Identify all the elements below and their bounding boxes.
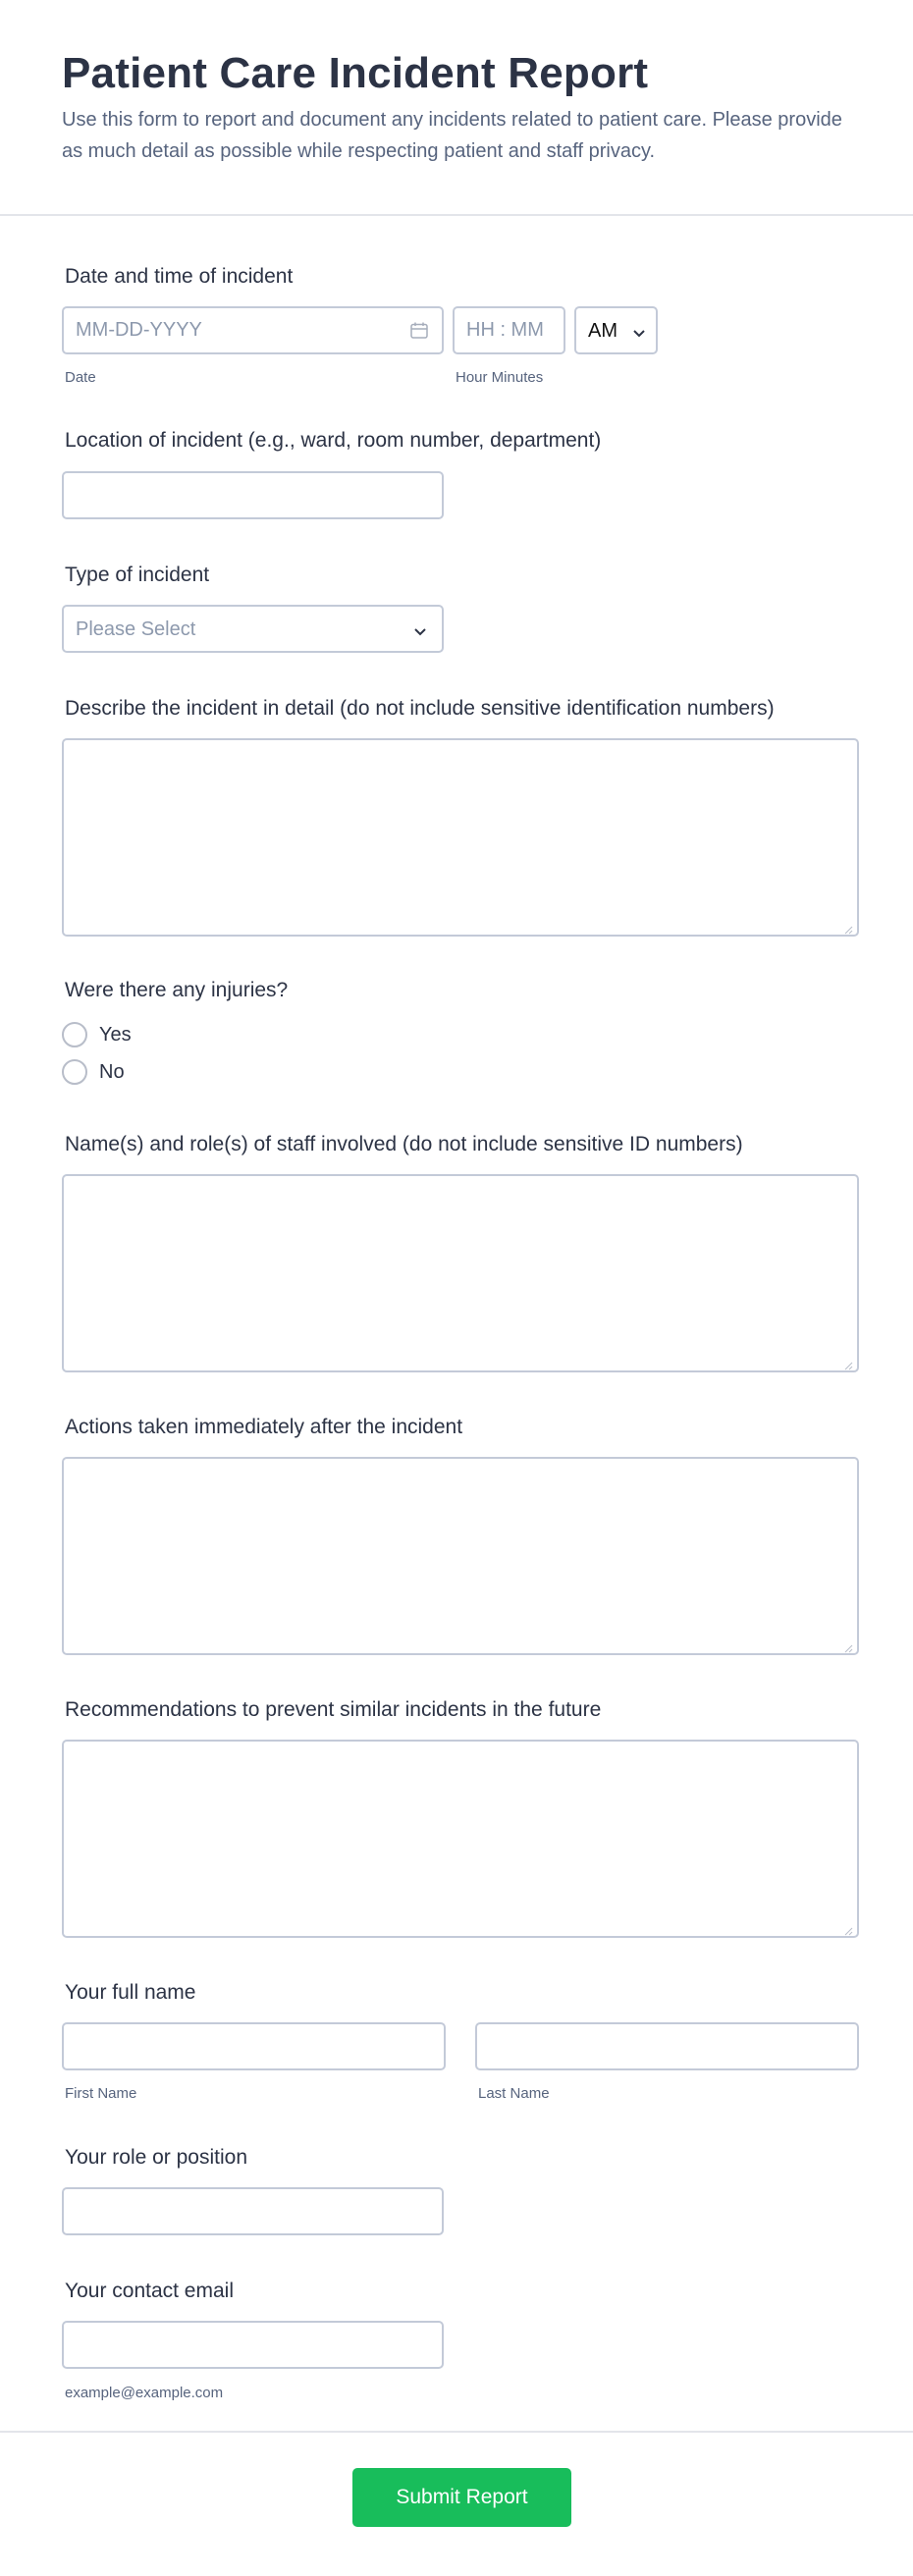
last-name-input[interactable] — [475, 2022, 859, 2070]
page-title: Patient Care Incident Report — [62, 49, 649, 97]
date-time-label: Date and time of incident — [65, 265, 294, 288]
full-name-label: Your full name — [65, 1981, 196, 2004]
submit-button[interactable]: Submit Report — [352, 2468, 571, 2527]
incident-type-label: Type of incident — [65, 564, 210, 586]
calendar-icon[interactable] — [410, 322, 428, 339]
ampm-select[interactable] — [574, 306, 658, 354]
recommendations-label: Recommendations to prevent similar incidents in the future — [65, 1698, 602, 1721]
email-sublabel: example@example.com — [65, 2385, 224, 2401]
radio-button[interactable] — [62, 1022, 87, 1047]
time-sublabel: Hour Minutes — [456, 369, 544, 386]
location-label: Location of incident (e.g., ward, room number, department) — [65, 429, 602, 452]
page-subtitle: Use this form to report and document any incidents related to patient care. Please provide as much detail as possible while respecting patient and staff privacy. — [62, 109, 842, 162]
radio-button[interactable] — [62, 1059, 87, 1085]
date-sublabel: Date — [65, 369, 96, 386]
form-header — [0, 0, 913, 216]
injuries-option-no[interactable] — [62, 1059, 180, 1087]
incident-type-placeholder: Please Select — [76, 618, 196, 640]
email-label: Your contact email — [65, 2280, 234, 2302]
ampm-value: AM — [588, 320, 618, 342]
resize-handle-icon[interactable] — [844, 1640, 853, 1649]
resize-handle-icon[interactable] — [844, 1358, 853, 1367]
staff-textarea[interactable] — [62, 1174, 859, 1372]
email-input[interactable] — [62, 2321, 444, 2369]
staff-label: Name(s) and role(s) of staff involved (do not include sensitive ID numbers) — [65, 1133, 743, 1155]
description-label: Describe the incident in detail (do not include sensitive identification numbers) — [65, 697, 775, 720]
resize-handle-icon[interactable] — [844, 922, 853, 931]
time-input[interactable] — [453, 306, 565, 354]
role-input[interactable] — [62, 2187, 444, 2235]
first-name-input[interactable] — [62, 2022, 446, 2070]
recommendations-textarea[interactable] — [62, 1740, 859, 1938]
date-input[interactable] — [62, 306, 444, 354]
actions-textarea[interactable] — [62, 1457, 859, 1655]
injuries-option-yes[interactable] — [62, 1022, 180, 1049]
location-input[interactable] — [62, 471, 444, 519]
last-name-sublabel: Last Name — [478, 2085, 550, 2102]
resize-handle-icon[interactable] — [844, 1923, 853, 1932]
footer-divider — [0, 2431, 913, 2433]
chevron-down-icon — [632, 326, 646, 336]
radio-label: No — [99, 1061, 125, 1083]
chevron-down-icon — [413, 624, 427, 634]
first-name-sublabel: First Name — [65, 2085, 137, 2102]
injuries-label: Were there any injuries? — [65, 979, 289, 1001]
role-label: Your role or position — [65, 2146, 248, 2169]
actions-label: Actions taken immediately after the incident — [65, 1416, 463, 1438]
description-textarea[interactable] — [62, 738, 859, 937]
incident-type-select[interactable] — [62, 605, 444, 653]
radio-label: Yes — [99, 1024, 132, 1046]
